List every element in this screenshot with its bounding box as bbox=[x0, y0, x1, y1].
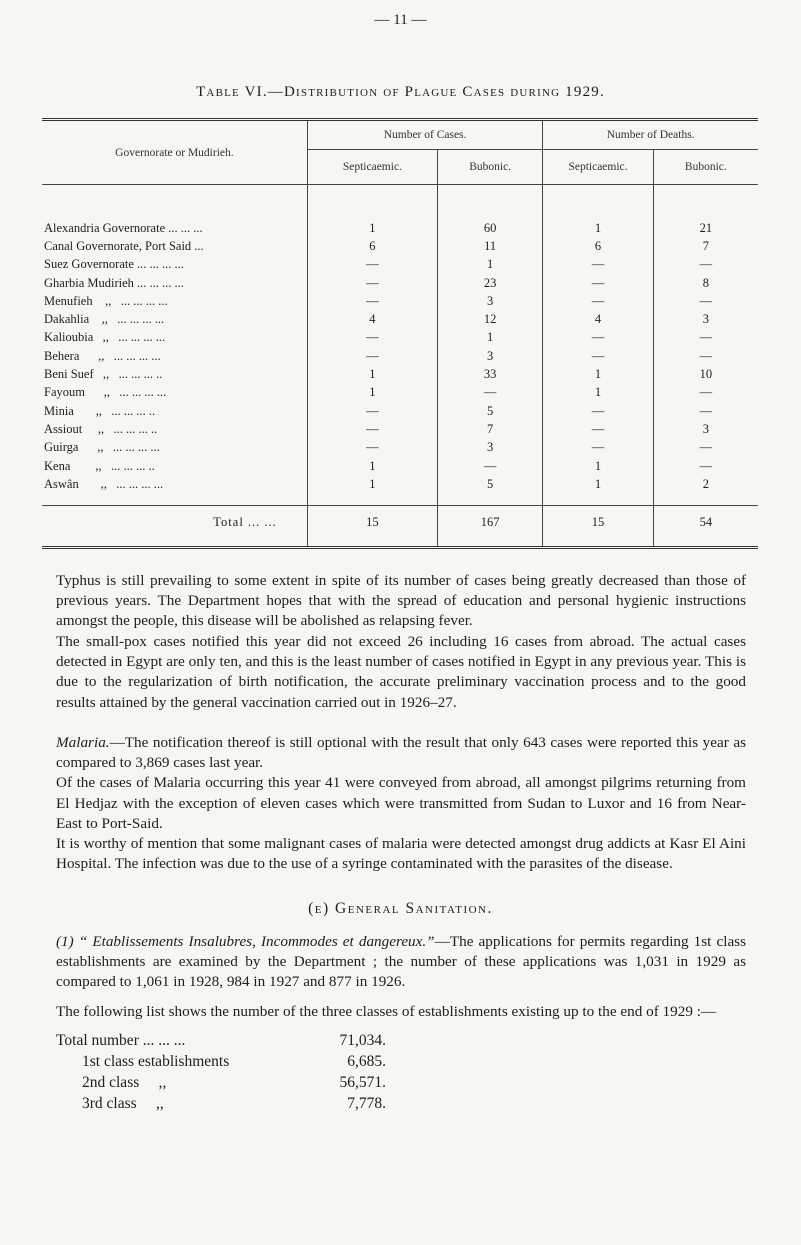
page-number: — 11 — bbox=[374, 12, 427, 28]
cases-septicaemic-cell: 1 bbox=[307, 475, 437, 493]
deaths-bubonic-cell: — bbox=[699, 348, 713, 363]
list-item-label: Total number ... ... ... bbox=[56, 1032, 186, 1049]
deaths-bubonic-cell: — bbox=[699, 403, 713, 418]
header-deaths: Number of Deaths. bbox=[543, 120, 758, 150]
table-row bbox=[42, 420, 758, 438]
cases-septicaemic-cell: 1 bbox=[307, 457, 437, 475]
governorate-cell: Minia ,, ... ... ... .. bbox=[42, 402, 307, 420]
list-item-value: 7,778. bbox=[347, 1095, 386, 1112]
table-row bbox=[42, 292, 758, 310]
deaths-septicaemic-cell: 1 bbox=[543, 457, 653, 475]
cases-septicaemic-cell: — bbox=[307, 329, 437, 347]
table-row bbox=[42, 457, 758, 475]
table-row bbox=[42, 310, 758, 328]
deaths-bubonic-cell: — bbox=[699, 293, 713, 308]
list-item-label: 2nd class ,, bbox=[82, 1074, 167, 1091]
table-row bbox=[42, 219, 758, 237]
deaths-bubonic-cell: 3 bbox=[702, 312, 709, 327]
section-item-paragraph: (1) “ Etablissements Insalubres, Incommodes et dangereux.”—The applications for permits regarding 1st class establishments are examined by the Department ; the number of these applications was 1,031 in 1929 as compared to 1,061 in 1928, 984 in 1927 and 877 in 1926. The following list shows the number of the three classes of establishments existing up to the end of 1929 :— bbox=[56, 932, 746, 1022]
deaths-septicaemic-cell: 1 bbox=[543, 384, 653, 402]
deaths-bubonic-cell: — bbox=[699, 440, 713, 455]
cases-septicaemic-cell: — bbox=[307, 402, 437, 420]
total-row bbox=[42, 506, 758, 539]
deaths-septicaemic-cell: — bbox=[543, 420, 653, 438]
deaths-bubonic-cell: 54 bbox=[653, 506, 758, 539]
deaths-bubonic-cell: 2 bbox=[702, 476, 709, 491]
table-row bbox=[42, 365, 758, 383]
header-governorate: Governorate or Mudirieh. bbox=[42, 120, 307, 185]
governorate-cell: Assiout ,, ... ... ... .. bbox=[42, 420, 307, 438]
cases-bubonic-cell: 23 bbox=[438, 274, 543, 292]
cases-septicaemic-cell: 1 bbox=[307, 219, 437, 237]
cases-bubonic-cell: 1 bbox=[438, 329, 543, 347]
cases-bubonic-cell: 60 bbox=[438, 219, 543, 237]
cases-bubonic-cell: 5 bbox=[438, 402, 543, 420]
governorate-cell: Behera ,, ... ... ... ... bbox=[42, 347, 307, 365]
cases-septicaemic-cell: — bbox=[307, 292, 437, 310]
governorate-cell: Aswân ,, ... ... ... ... bbox=[42, 475, 307, 493]
governorate-cell: Suez Governorate ... ... ... ... bbox=[42, 256, 307, 274]
deaths-septicaemic-cell: 6 bbox=[543, 237, 653, 255]
malaria-abroad-paragraph: Of the cases of Malaria occurring this year 41 were conveyed from abroad, all amongst pilgrims returning from El Hedjaz with the exception of eleven cases which were transmitted from Sudan to Luxor and 16 from Near-East to Port-Said. bbox=[56, 774, 746, 832]
deaths-septicaemic-cell: — bbox=[543, 256, 653, 274]
cases-bubonic-cell: 167 bbox=[438, 506, 543, 539]
table-row bbox=[42, 237, 758, 255]
deaths-septicaemic-cell: — bbox=[543, 329, 653, 347]
cases-septicaemic-cell: 6 bbox=[307, 237, 437, 255]
list-item-label: 1st class establishments bbox=[82, 1053, 230, 1070]
deaths-bubonic-cell: 7 bbox=[702, 238, 709, 253]
governorate-cell: Kena ,, ... ... ... .. bbox=[42, 457, 307, 475]
deaths-septicaemic-cell: 1 bbox=[543, 365, 653, 383]
governorate-cell: Total ... ... bbox=[42, 506, 307, 539]
cases-septicaemic-cell: 15 bbox=[307, 506, 437, 539]
list-item-label: 3rd class ,, bbox=[82, 1095, 164, 1112]
governorate-cell: Dakahlia ,, ... ... ... ... bbox=[42, 310, 307, 328]
cases-bubonic-cell: 3 bbox=[438, 347, 543, 365]
cases-bubonic-cell: 1 bbox=[438, 256, 543, 274]
list-item-value: 56,571. bbox=[339, 1074, 386, 1091]
cases-septicaemic-cell: — bbox=[307, 347, 437, 365]
governorate-cell: Gharbia Mudirieh ... ... ... ... bbox=[42, 274, 307, 292]
governorate-cell: Alexandria Governorate ... ... ... bbox=[42, 219, 307, 237]
cases-septicaemic-cell: — bbox=[307, 420, 437, 438]
cases-bubonic-cell: 3 bbox=[438, 439, 543, 457]
header-deaths-bubonic: Bubonic. bbox=[653, 150, 758, 185]
cases-bubonic-cell: — bbox=[438, 384, 543, 402]
list-item-value: 71,034. bbox=[339, 1032, 386, 1049]
deaths-septicaemic-cell: 1 bbox=[543, 475, 653, 493]
header-cases-septicaemic: Septicaemic. bbox=[307, 150, 437, 185]
deaths-septicaemic-cell: — bbox=[543, 292, 653, 310]
plague-distribution-table bbox=[42, 118, 758, 549]
table-row bbox=[42, 402, 758, 420]
governorate-cell: Kalioubia ,, ... ... ... ... bbox=[42, 329, 307, 347]
cases-bubonic-cell: 33 bbox=[438, 365, 543, 383]
deaths-septicaemic-cell: 15 bbox=[543, 506, 653, 539]
cases-septicaemic-cell: 1 bbox=[307, 384, 437, 402]
deaths-bubonic-cell: 10 bbox=[699, 367, 713, 382]
table-row bbox=[42, 329, 758, 347]
table-row bbox=[42, 439, 758, 457]
list-intro: The following list shows the number of the three classes of establishments existing up to the end of 1929 :— bbox=[56, 1002, 717, 1020]
cases-bubonic-cell: 12 bbox=[438, 310, 543, 328]
deaths-bubonic-cell: 3 bbox=[702, 421, 709, 436]
header-cases-bubonic: Bubonic. bbox=[438, 150, 543, 185]
table-row bbox=[42, 347, 758, 365]
table-row bbox=[42, 274, 758, 292]
cases-septicaemic-cell: — bbox=[307, 256, 437, 274]
item-title: “ Etablissements Insalubres, Incommodes et dangereux.” bbox=[78, 933, 435, 950]
deaths-septicaemic-cell: — bbox=[543, 347, 653, 365]
establishments-list bbox=[56, 1030, 386, 1114]
table-row bbox=[42, 256, 758, 274]
header-deaths-septicaemic: Septicaemic. bbox=[543, 150, 653, 185]
cases-bubonic-cell: 3 bbox=[438, 292, 543, 310]
list-item bbox=[56, 1051, 386, 1072]
governorate-cell: Menufieh ,, ... ... ... ... bbox=[42, 292, 307, 310]
cases-septicaemic-cell: 4 bbox=[307, 310, 437, 328]
typhus-paragraph: Typhus is still prevailing to some extent in spite of its number of cases being greatly decreased than those of previous years. The Department hopes that with the spread of education and personal hygienic instructions amongst the people, this disease will be abolished as relapsing fever. bbox=[56, 572, 746, 630]
table-title: Table VI.—Distribution of Plague Cases during 1929. bbox=[196, 84, 605, 100]
list-item-value: 6,685. bbox=[347, 1053, 386, 1070]
cases-bubonic-cell: 7 bbox=[438, 420, 543, 438]
deaths-septicaemic-cell: — bbox=[543, 402, 653, 420]
cases-bubonic-cell: 5 bbox=[438, 475, 543, 493]
malaria-paragraph: Malaria.—The notification thereof is still optional with the result that only 643 cases were reported this year as compared to 3,869 cases last year. Of the cases of Malaria occurring this year 41 were conveyed from abroad, all amongst pilgrims returning from El Hedjaz with the exception of eleven cases which were transmitted from Sudan to Luxor and 16 from Near-East to Port-Said. It is worthy of mention that some malignant cases of malaria were detected amongst drug addicts at Kasr El Aini Hospital. The infection was due to the use of a syringe contaminated with the parasites of the disease. bbox=[56, 733, 746, 874]
list-item bbox=[56, 1072, 386, 1093]
table-row bbox=[42, 475, 758, 493]
table-row bbox=[42, 384, 758, 402]
cases-septicaemic-cell: — bbox=[307, 274, 437, 292]
item-number: (1) bbox=[56, 933, 74, 950]
cases-septicaemic-cell: — bbox=[307, 439, 437, 457]
malaria-drug-paragraph: It is worthy of mention that some malignant cases of malaria were detected amongst drug addicts at Kasr El Aini Hospital. The infection was due to the use of a syringe contaminated with the parasites of the disease. bbox=[56, 835, 746, 873]
governorate-cell: Guirga ,, ... ... ... ... bbox=[42, 439, 307, 457]
deaths-septicaemic-cell: — bbox=[543, 439, 653, 457]
deaths-septicaemic-cell: 1 bbox=[543, 219, 653, 237]
cases-bubonic-cell: — bbox=[438, 457, 543, 475]
malaria-heading: Malaria. bbox=[56, 734, 110, 751]
deaths-bubonic-cell: — bbox=[699, 385, 713, 400]
list-item bbox=[56, 1093, 386, 1114]
cases-septicaemic-cell: 1 bbox=[307, 365, 437, 383]
deaths-septicaemic-cell: 4 bbox=[543, 310, 653, 328]
deaths-bubonic-cell: — bbox=[699, 330, 713, 345]
deaths-bubonic-cell: 21 bbox=[699, 220, 713, 235]
deaths-bubonic-cell: 8 bbox=[702, 275, 709, 290]
deaths-septicaemic-cell: — bbox=[543, 274, 653, 292]
governorate-cell: Canal Governorate, Port Said ... bbox=[42, 237, 307, 255]
section-heading: (e) General Sanitation. bbox=[308, 900, 493, 917]
deaths-bubonic-cell: — bbox=[699, 257, 713, 272]
governorate-cell: Fayoum ,, ... ... ... ... bbox=[42, 384, 307, 402]
governorate-cell: Beni Suef ,, ... ... ... .. bbox=[42, 365, 307, 383]
cases-bubonic-cell: 11 bbox=[438, 237, 543, 255]
smallpox-paragraph: The small-pox cases notified this year did not exceed 26 including 16 cases from abroad. The actual cases detected in Egypt are only ten, and this is the least number of cases notified in Egypt in any previous year. This is due to the regularization of birth notification, the accurate preliminary vaccination process and to the good results attained by the general vaccination carried out in 1926–27. bbox=[56, 633, 746, 711]
header-cases: Number of Cases. bbox=[307, 120, 542, 150]
deaths-bubonic-cell: — bbox=[699, 458, 713, 473]
list-item bbox=[56, 1030, 386, 1051]
